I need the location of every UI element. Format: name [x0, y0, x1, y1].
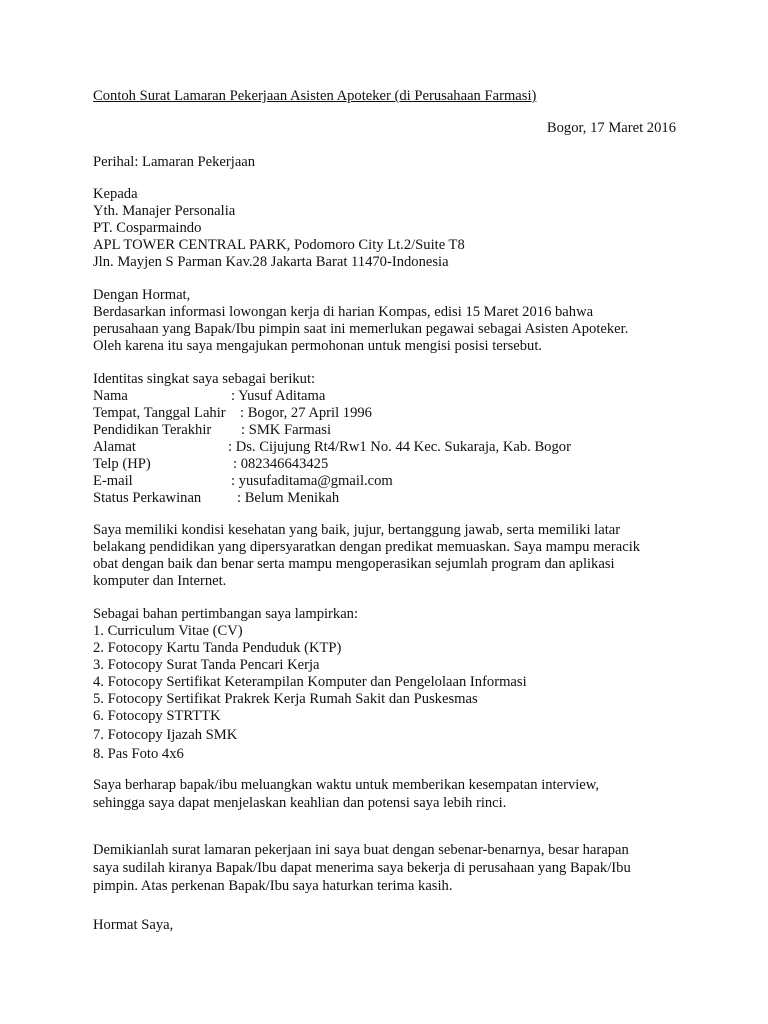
paragraph-line: pimpin. Atas perkenan Bapak/Ibu saya haturkan terima kasih.: [93, 878, 453, 894]
paragraph-line: Saya berharap bapak/ibu meluangkan waktu untuk memberikan kesempatan interview,: [93, 777, 600, 793]
identity-row: [93, 473, 693, 490]
paragraph-line: belakang pendidikan yang dipersyaratkan dengan predikat memuaskan. Saya mampu meracik: [93, 539, 641, 555]
recipient-line: PT. Cosparmaindo: [93, 220, 202, 236]
attachment-item: 3. Fotocopy Surat Tanda Pencari Kerja: [93, 657, 320, 673]
identity-row: [93, 490, 693, 507]
letter-date: Bogor, 17 Maret 2016: [546, 120, 676, 136]
attachment-item: 6. Fotocopy STRTTK: [93, 708, 221, 724]
paragraph-line: Saya memiliki kondisi kesehatan yang baik, jujur, bertanggung jawab, serta memiliki latar: [93, 522, 621, 538]
attachment-item: 5. Fotocopy Sertifikat Prakrek Kerja Rumah Sakit dan Puskesmas: [93, 691, 478, 707]
document-title: Contoh Surat Lamaran Pekerjaan Asisten Apoteker (di Perusahaan Farmasi): [93, 88, 537, 104]
identity-value: : Belum Menikah: [237, 490, 340, 506]
identity-row: [93, 439, 693, 456]
identity-label: Tempat, Tanggal Lahir: [93, 405, 226, 421]
identity-row: [93, 388, 693, 405]
recipient-line: Jln. Mayjen S Parman Kav.28 Jakarta Barat 11470-Indonesia: [93, 254, 449, 270]
paragraph-line: perusahaan yang Bapak/Ibu pimpin saat ini memerlukan pegawai sebagai Asisten Apoteker.: [93, 321, 629, 337]
identity-value: : Yusuf Aditama: [231, 388, 326, 404]
identity-value: : Ds. Cijujung Rt4/Rw1 No. 44 Kec. Sukaraja, Kab. Bogor: [228, 439, 571, 455]
salutation: Dengan Hormat,: [93, 287, 191, 303]
paragraph-line: komputer dan Internet.: [93, 573, 227, 589]
recipient-line: APL TOWER CENTRAL PARK, Podomoro City Lt.2/Suite T8: [93, 237, 465, 253]
identity-row: [93, 422, 693, 439]
identity-label: Alamat: [93, 439, 136, 455]
attachment-item: 2. Fotocopy Kartu Tanda Penduduk (KTP): [93, 640, 342, 656]
attachments-block: [93, 606, 693, 763]
qualifications-paragraph: [93, 522, 693, 590]
paragraph-line: saya sudilah kiranya Bapak/Ibu dapat menerima saya bekerja di perusahaan yang Bapak/Ibu: [93, 860, 631, 876]
attachment-item: 7. Fotocopy Ijazah SMK: [93, 727, 238, 743]
identity-label: Telp (HP): [93, 456, 151, 472]
recipient-line: Kepada: [93, 186, 138, 202]
attachments-intro: Sebagai bahan pertimbangan saya lampirkan:: [93, 606, 359, 622]
subject-text: Perihal: Lamaran Pekerjaan: [93, 154, 256, 170]
identity-row: [93, 456, 693, 473]
paragraph-line: Demikianlah surat lamaran pekerjaan ini saya buat dengan sebenar-benarnya, besar harapan: [93, 842, 629, 858]
identity-intro: Identitas singkat saya sebagai berikut:: [93, 371, 316, 387]
identity-block: [93, 371, 693, 507]
attachment-item: 1. Curriculum Vitae (CV): [93, 623, 243, 639]
hope-paragraph: [93, 776, 693, 812]
identity-label: Status Perkawinan: [93, 490, 202, 506]
identity-value: : Bogor, 27 April 1996: [240, 405, 372, 421]
signoff-text: Hormat Saya,: [93, 917, 174, 933]
identity-label: Nama: [93, 388, 128, 404]
attachment-item: 4. Fotocopy Sertifikat Keterampilan Komputer dan Pengelolaan Informasi: [93, 674, 527, 690]
identity-value: : SMK Farmasi: [241, 422, 331, 438]
identity-label: E-mail: [93, 473, 133, 489]
subject-line: [93, 154, 693, 171]
paragraph-line: Oleh karena itu saya mengajukan permohonan untuk mengisi posisi tersebut.: [93, 338, 543, 354]
recipient-block: [93, 186, 693, 271]
paragraph-line: sehingga saya dapat menjelaskan keahlian dan potensi saya lebih rinci.: [93, 795, 507, 811]
attachment-item: 8. Pas Foto 4x6: [93, 746, 184, 762]
identity-value: : 082346643425: [233, 456, 329, 472]
paragraph-line: obat dengan baik dan benar serta mampu mengoperasikan sejumlah program dan aplikasi: [93, 556, 615, 572]
signoff: [93, 917, 693, 934]
recipient-line: Yth. Manajer Personalia: [93, 203, 236, 219]
identity-value: : yusufaditama@gmail.com: [231, 473, 393, 489]
identity-row: [93, 405, 693, 422]
paragraph-line: Berdasarkan informasi lowongan kerja di harian Kompas, edisi 15 Maret 2016 bahwa: [93, 304, 594, 320]
identity-label: Pendidikan Terakhir: [93, 422, 212, 438]
closing-paragraph: [93, 841, 693, 895]
opening-paragraph: [93, 287, 693, 355]
